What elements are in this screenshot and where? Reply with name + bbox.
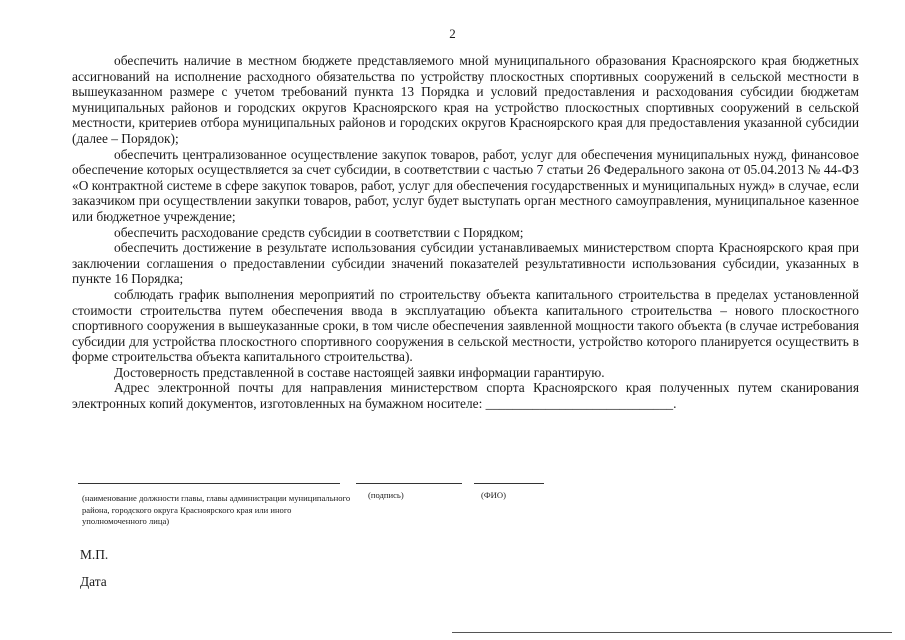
paragraph-procurement: обеспечить централизованное осуществление закупок товаров, работ, услуг для обеспечения муниципальных нужд, финансовое обеспечение которых осуществляется за счет субсидии, в соответствии с частью 7 статьи 26 Федерального закона от 05.04.2013 № 44-ФЗ «О контрактной системе в сфере закупок товаров, работ, услуг для обеспечения государственных и муниципальных нужд» в случае, если заказчиком при осуществлении закупки товаров, работ, услуг будет выступать орган местного самоуправления, муниципальное казенное или бюджетное учреждение; [72,146,859,224]
page-number: 2 [449,26,456,41]
paragraph-guarantee: Достоверность представленной в составе настоящей заявки информации гарантирую. [114,364,605,380]
date-label: Дата [80,574,107,589]
stamp-label: М.П. [80,547,109,562]
signature-caption: (подпись) [368,490,404,500]
paragraph-email: Адрес электронной почты для направления министерством спорта Красноярского края полученных путем сканирования электронных копий документов, изготовленных на бумажном носителе: ____________________________. [72,380,859,412]
scan-edge-line [452,632,892,633]
name-line [474,483,544,484]
name-caption: (ФИО) [481,490,506,500]
position-line [78,483,340,484]
paragraph-budget: обеспечить наличие в местном бюджете представляемого мной муниципального образования Красноярского края бюджетных ассигнований на исполнение расходного обязательства по устройству плоскостных спортивных сооружений в сельской местности в вышеуказанном размере с учетом требований пункта 13 Порядка и условий предоставления и расходования субсидии бюджетам муниципальных районов и городских округов Красноярского края на устройство плоскостных спортивных сооружений в сельской местности, критериев отбора муниципальных районов и городских округов Красноярского края для предоставления указанной субсидии (далее – Порядок); [72,53,859,146]
paragraph-schedule: соблюдать график выполнения мероприятий по строительству объекта капитального строительства в пределах установленной стоимости строительства путем обеспечения ввода в эксплуатацию объекта капитального строительства – нового плоскостного спортивного сооружения в вышеуказанные сроки, в том числе обеспечения заявленной мощности такого объекта (в случае истребования субсидии для устройства плоскостного спортивного сооружения в сельской местности, устройство которого планируется осуществить в форме строительства объекта капитального строительства). [72,286,859,365]
position-caption: (наименование должности главы, главы администрации муниципального района, городского округа Красноярского края или иного уполномоченного лица) [82,493,351,526]
paragraph-results: обеспечить достижение в результате использования субсидии устанавливаемых министерством спорта Красноярского края при заключении соглашения о предоставлении субсидии значений показателей результативности использования субсидии, указанных в пункте 16 Порядка; [72,240,859,287]
document-body [72,53,859,412]
signature-block [72,483,632,543]
paragraph-spending: обеспечить расходование средств субсидии в соответствии с Порядком; [114,224,524,240]
signature-line [356,483,462,484]
